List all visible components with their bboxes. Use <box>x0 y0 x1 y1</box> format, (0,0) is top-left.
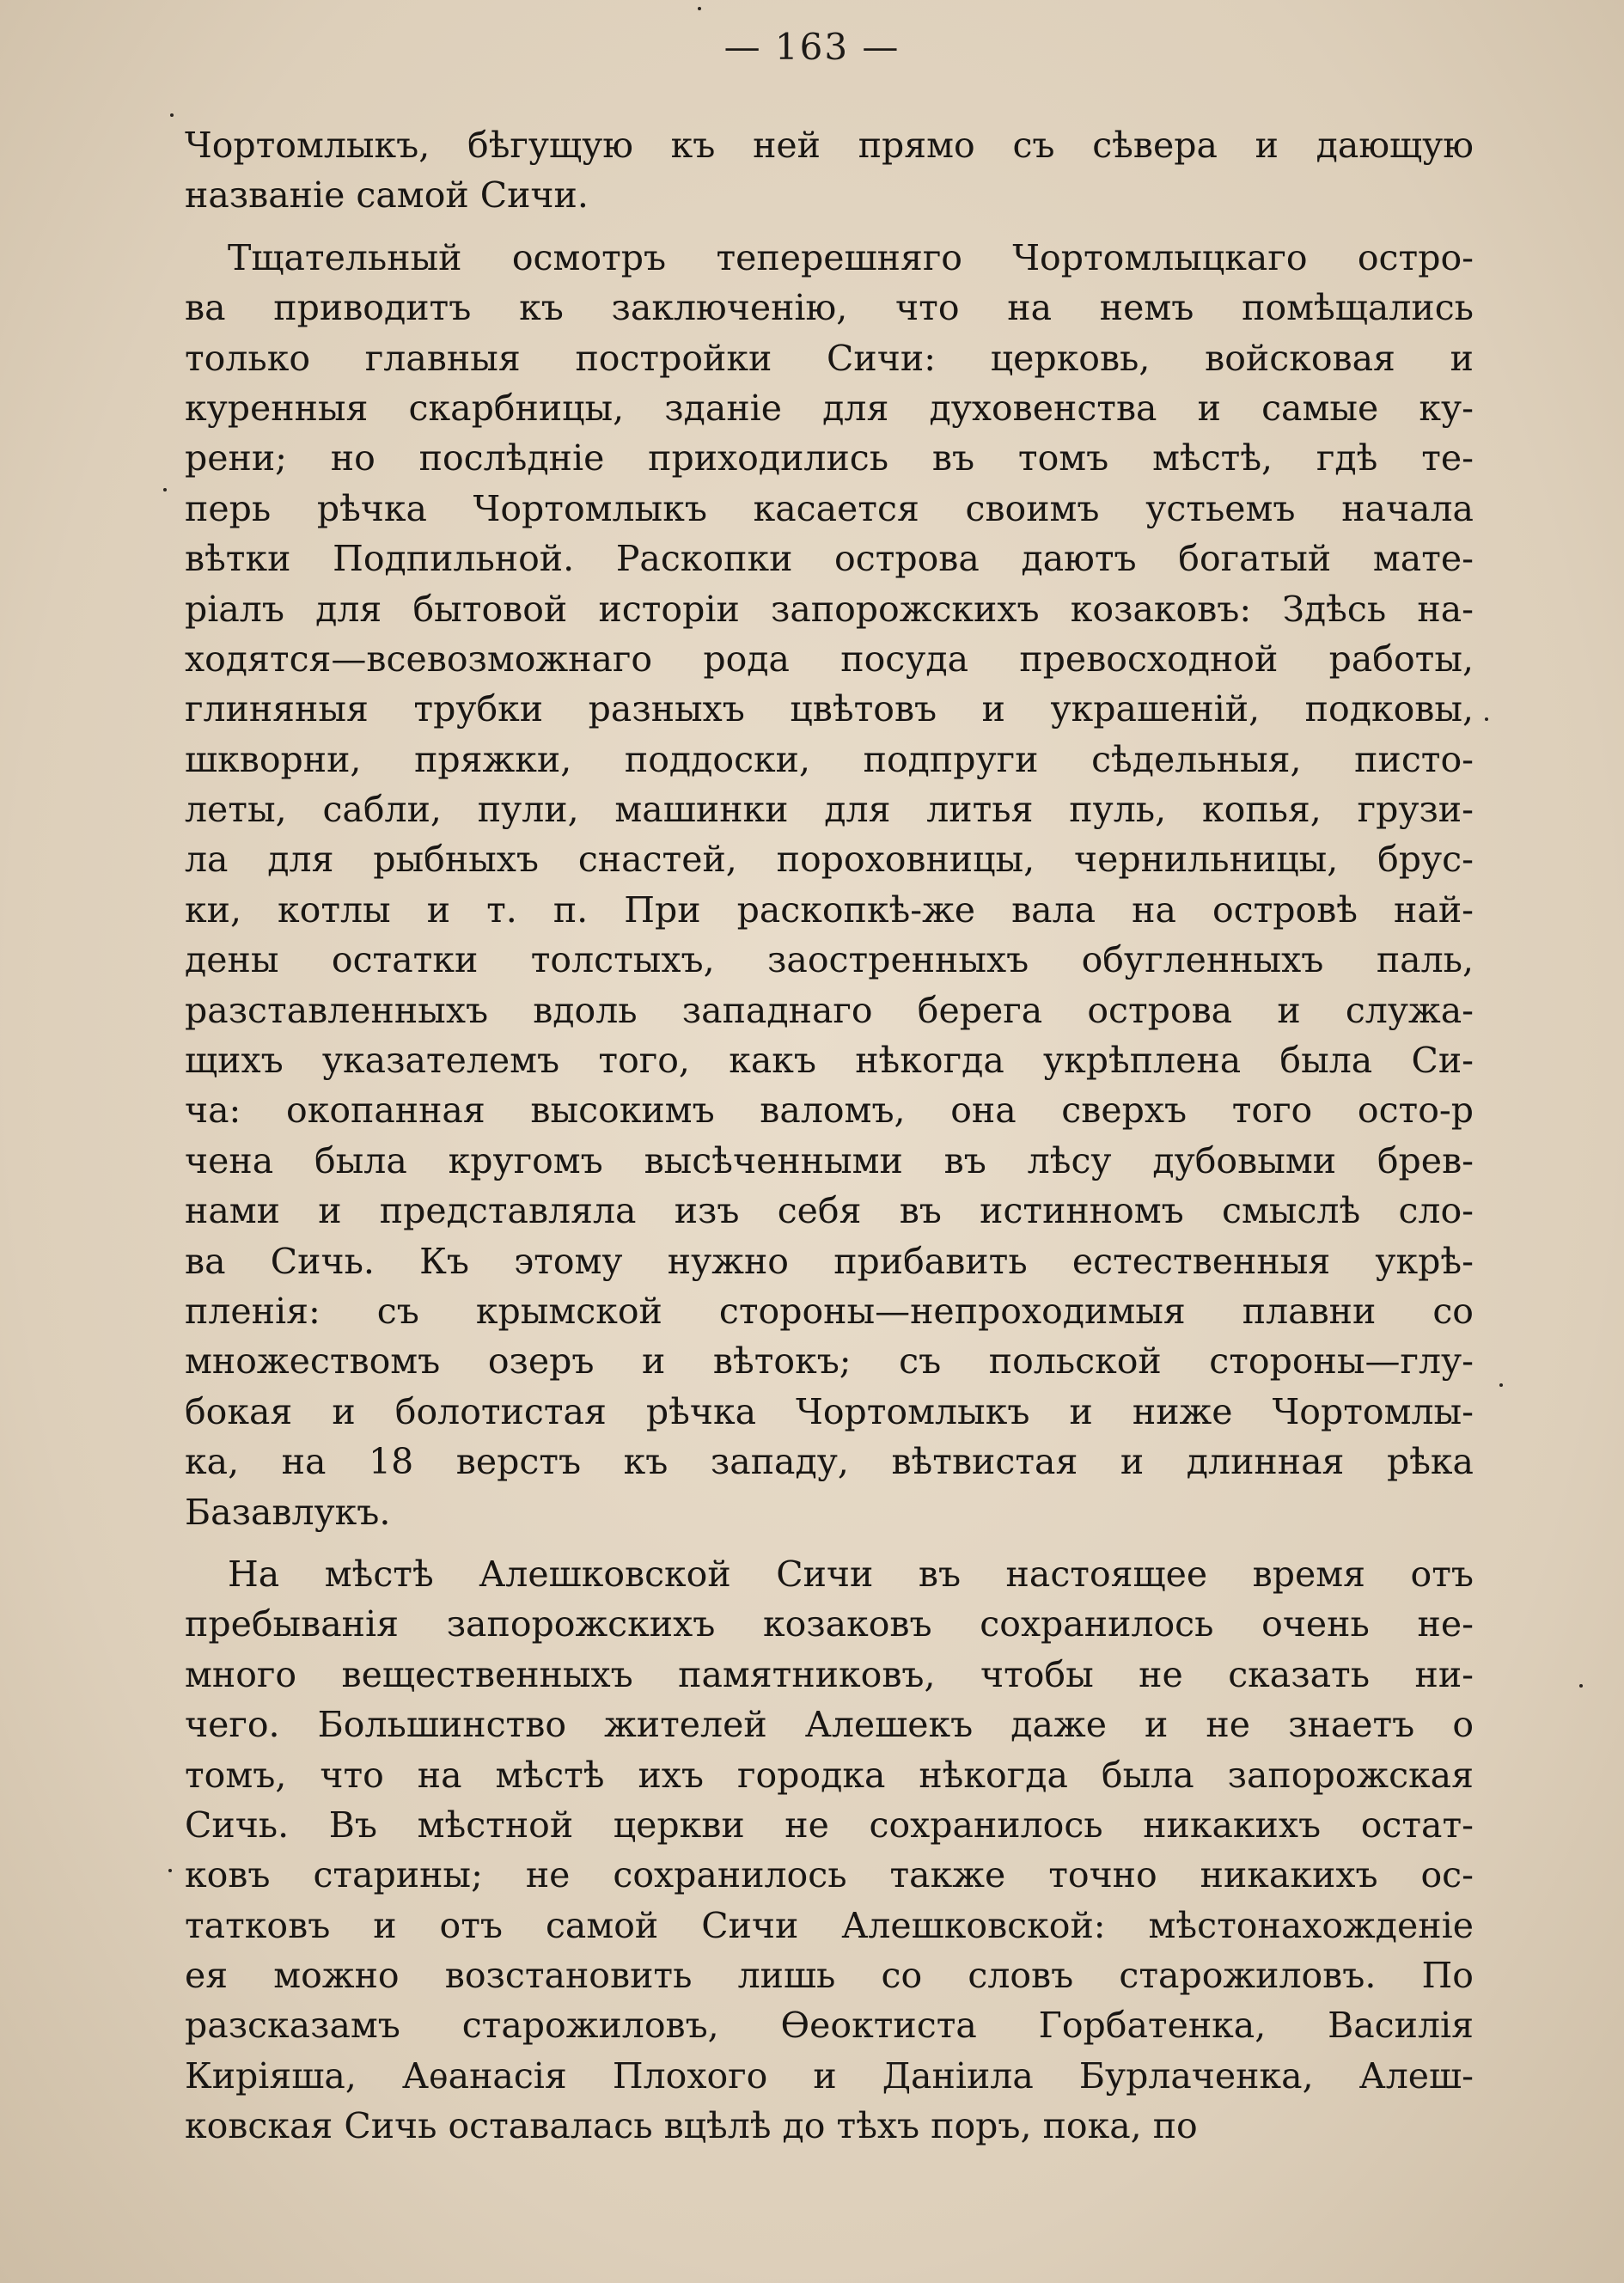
text-line: леты, сабли, пули, машинки для литья пуль, копья, грузи- <box>185 789 1474 831</box>
text-line: пребыванія запорожскихъ козаковъ сохранилось очень не- <box>185 1603 1474 1645</box>
text-line: только главныя постройки Сичи: церковь, войсковая и <box>185 337 1474 379</box>
text-line: вѣтки Подпильной. Раскопки острова даютъ богатый мате- <box>185 538 1474 580</box>
text-line: рени; но послѣдніе приходились въ томъ мѣстѣ, гдѣ те- <box>185 437 1474 479</box>
text-line: Киріяша, Аѳанасія Плохого и Даніила Бурлаченка, Алеш- <box>185 2054 1474 2097</box>
text-line: ходятся—всевозможнаго рода посуда превосходной работы, <box>185 638 1474 680</box>
text-line: татковъ и отъ самой Сичи Алешковской: мѣстонахожденіе <box>185 1904 1474 1946</box>
text-line: названіе самой Сичи. <box>185 174 589 217</box>
text-line: Базавлукъ. <box>185 1491 391 1533</box>
text-line: нами и представляла изъ себя въ истинномъ смыслѣ сло- <box>185 1190 1474 1232</box>
paragraph-gap <box>185 1537 1474 1549</box>
print-speck <box>698 7 701 10</box>
body-text <box>185 120 1474 2152</box>
text-line: ковъ старины; не сохранилось также точно никакихъ ос- <box>185 1854 1474 1896</box>
text-line: томъ, что на мѣстѣ ихъ городка нѣкогда была запорожская <box>185 1754 1474 1796</box>
text-line: разставленныхъ вдоль западнаго берега острова и служа- <box>185 989 1474 1031</box>
text-line: ея можно возстановить лишь со словъ старожиловъ. По <box>185 1955 1474 1997</box>
text-line: множествомъ озеръ и вѣтокъ; съ польской стороны—глу- <box>185 1340 1474 1383</box>
text-line: На мѣстѣ Алешковской Сичи въ настоящее время отъ <box>228 1553 1474 1595</box>
text-line: шкворни, пряжки, поддоски, подпруги сѣдельныя, писто- <box>185 738 1474 780</box>
print-speck <box>168 1869 172 1872</box>
print-speck <box>1579 1684 1583 1688</box>
text-line: дены остатки толстыхъ, заостренныхъ обугленныхъ паль, <box>185 939 1474 981</box>
text-line: глиняныя трубки разныхъ цвѣтовъ и украшеній, подковы, <box>185 688 1474 730</box>
text-line: щихъ указателемъ того, какъ нѣкогда укрѣплена была Си- <box>185 1040 1474 1082</box>
text-line: чего. Большинство жителей Алешекъ даже и не знаетъ о <box>185 1704 1474 1746</box>
text-line: пленія: съ крымской стороны—непроходимыя плавни со <box>185 1290 1474 1332</box>
text-line: Тщательный осмотръ теперешняго Чортомлыцкаго остро- <box>228 236 1474 278</box>
text-line: много вещественныхъ памятниковъ, чтобы не сказать ни- <box>185 1653 1474 1695</box>
page-number: — 163 — <box>723 26 901 68</box>
text-line: ла для рыбныхъ снастей, пороховницы, чернильницы, брус- <box>185 839 1474 881</box>
print-speck <box>163 488 167 491</box>
text-line: Сичь. Въ мѣстной церкви не сохранилось никакихъ остат- <box>185 1804 1474 1846</box>
text-line: ва Сичь. Къ этому нужно прибавить естественныя укрѣ- <box>185 1240 1474 1282</box>
print-speck <box>1499 1383 1503 1387</box>
text-line: ріалъ для бытовой исторіи запорожскихъ козаковъ: Здѣсь на- <box>185 588 1474 630</box>
text-line: чена была кругомъ высѣченными въ лѣсу дубовыми брев- <box>185 1139 1474 1181</box>
print-speck <box>1485 717 1488 721</box>
text-line: ка, на 18 верстъ къ западу, вѣтвистая и длинная рѣка <box>185 1441 1474 1483</box>
text-line: ковская Сичь оставалась вцѣлѣ до тѣхъ поръ, пока, по <box>185 2105 1198 2147</box>
paragraph-gap <box>185 221 1474 233</box>
text-line: ва приводитъ къ заключенію, что на немъ помѣщались <box>185 287 1474 329</box>
text-line: ки, котлы и т. п. При раскопкѣ-же вала на островѣ най- <box>185 888 1474 931</box>
print-speck <box>170 113 174 117</box>
text-line: куренныя скарбницы, зданіе для духовенства и самые ку- <box>185 387 1474 429</box>
text-line: ча: окопанная высокимъ валомъ, она сверхъ того осто-р <box>185 1090 1474 1132</box>
text-line: перь рѣчка Чортомлыкъ касается своимъ устьемъ начала <box>185 487 1474 529</box>
text-line: Чортомлыкъ, бѣгущую къ ней прямо съ сѣвера и дающую <box>185 125 1474 166</box>
text-line: разсказамъ старожиловъ, Ѳеоктиста Горбатенка, Василія <box>185 2005 1474 2047</box>
text-line: бокая и болотистая рѣчка Чортомлыкъ и ниже Чортомлы- <box>185 1390 1474 1432</box>
